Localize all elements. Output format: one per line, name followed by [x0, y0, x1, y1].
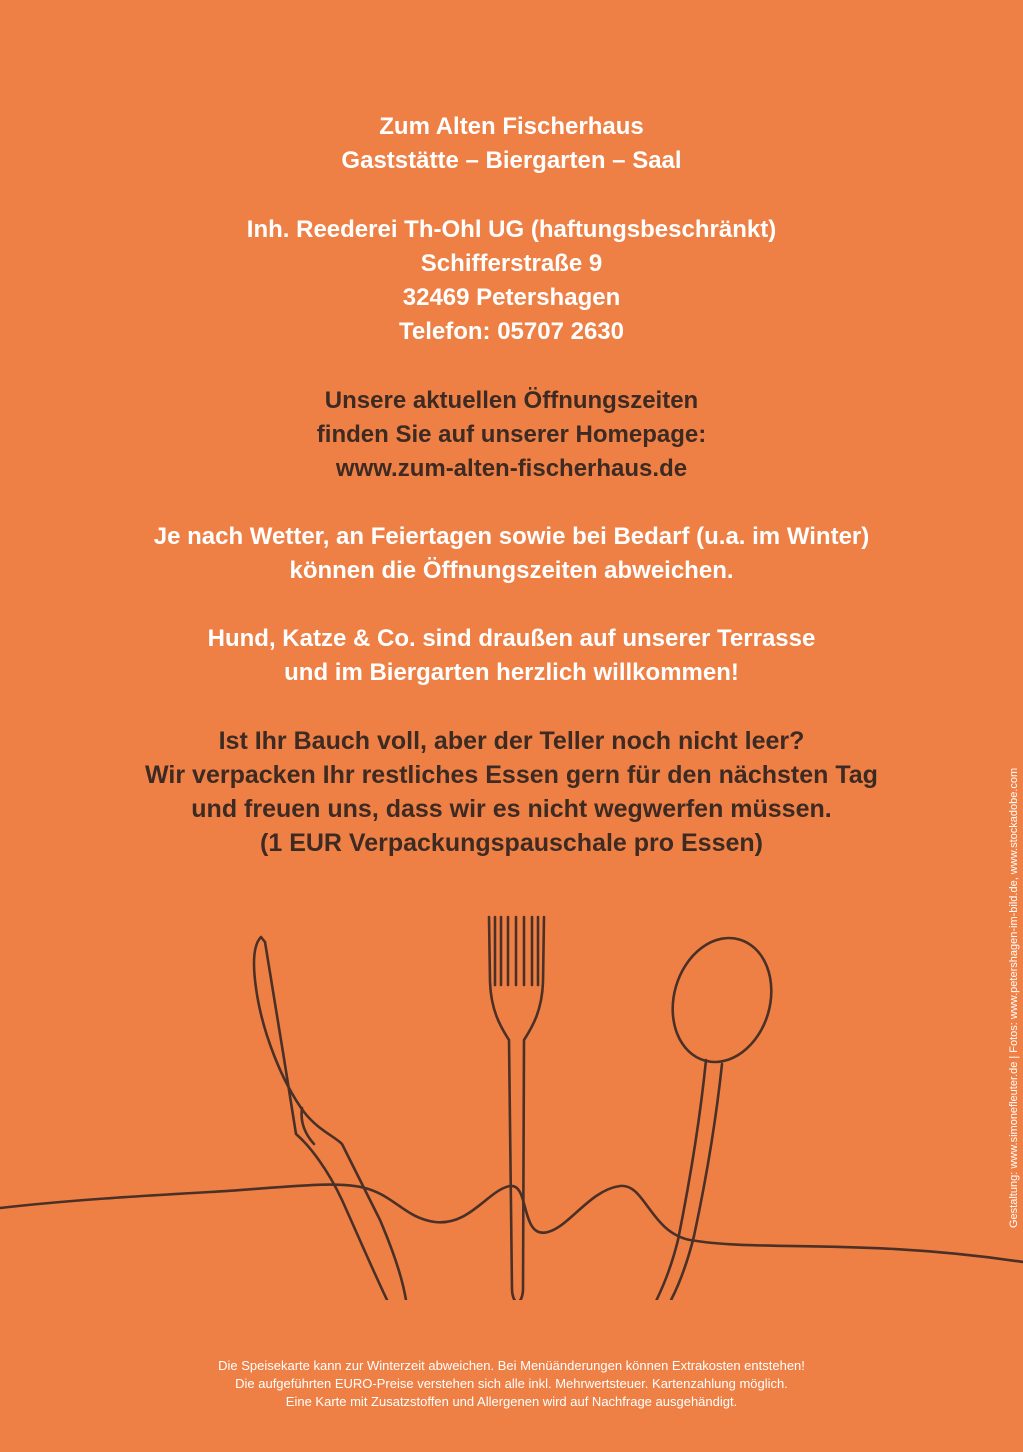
- opening-hours-note: [0, 384, 1023, 486]
- weather-line-2: können die Öffnungszeiten abweichen.: [289, 557, 734, 584]
- owner-line: Inh. Reederei Th-Ohl UG (haftungsbeschränkt): [246, 216, 777, 243]
- leftovers-line-1: Ist Ihr Bauch voll, aber der Teller noch nicht leer?: [218, 727, 805, 755]
- leftovers-note: [0, 724, 1023, 860]
- hours-line-1: Unsere aktuellen Öffnungszeiten: [324, 387, 699, 414]
- footer-line-1: Die Speisekarte kann zur Winterzeit abweichen. Bei Menüänderungen können Extrakosten entstehen!: [218, 1358, 805, 1373]
- address-block: [0, 213, 1023, 349]
- homepage-link[interactable]: www.zum-alten-fischerhaus.de: [335, 455, 688, 482]
- fork-icon: [489, 917, 544, 1300]
- street-line: Schifferstraße 9: [420, 250, 603, 277]
- restaurant-header: [0, 110, 1023, 178]
- design-credit: Gestaltung: www.simonefleuter.de | Fotos: www.petershagen-im-bild.de, www.stockadobe.com: [1008, 767, 1020, 1228]
- footer-line-2: Die aufgeführten EURO-Preise verstehen sich alle inkl. Mehrwertsteuer. Kartenzahlung möglich.: [235, 1376, 788, 1391]
- leftovers-line-4: (1 EUR Verpackungspauschale pro Essen): [260, 829, 763, 857]
- pets-note: [0, 622, 1023, 690]
- phone-line: Telefon: 05707 2630: [398, 318, 624, 345]
- leftovers-line-3: und freuen uns, dass wir es nicht wegwerfen müssen.: [191, 795, 832, 823]
- city-line: 32469 Petershagen: [402, 284, 621, 311]
- weather-line-1: Je nach Wetter, an Feiertagen sowie bei Bedarf (u.a. im Winter): [153, 523, 870, 550]
- knife-icon: [254, 937, 407, 1300]
- cutlery-line-art: [0, 900, 1023, 1300]
- footer-line-3: Eine Karte mit Zusatzstoffen und Allergenen wird auf Nachfrage ausgehändigt.: [285, 1394, 738, 1409]
- restaurant-name: Zum Alten Fischerhaus: [379, 113, 644, 140]
- pets-line-1: Hund, Katze & Co. sind draußen auf unserer Terrasse: [207, 625, 816, 652]
- leftovers-line-2: Wir verpacken Ihr restliches Essen gern für den nächsten Tag: [145, 761, 878, 789]
- hours-line-2: finden Sie auf unserer Homepage:: [316, 421, 707, 448]
- weather-note: [0, 520, 1023, 588]
- footer-notes: [0, 1357, 1023, 1411]
- pets-line-2: und im Biergarten herzlich willkommen!: [284, 659, 739, 686]
- restaurant-tagline: Gaststätte – Biergarten – Saal: [341, 147, 682, 174]
